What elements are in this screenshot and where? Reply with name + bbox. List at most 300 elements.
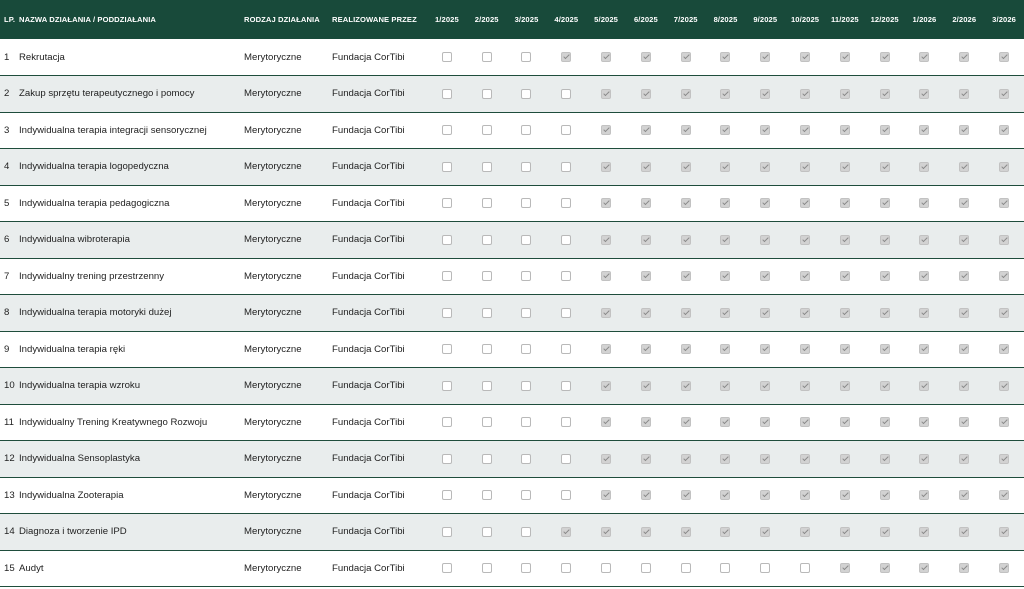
unchecked-checkbox[interactable] xyxy=(482,52,492,62)
checked-checkbox[interactable] xyxy=(959,125,969,135)
checked-checkbox[interactable] xyxy=(641,344,651,354)
unchecked-checkbox[interactable] xyxy=(482,454,492,464)
month-cell xyxy=(825,514,865,551)
unchecked-checkbox[interactable] xyxy=(442,527,452,537)
checked-checkbox[interactable] xyxy=(959,308,969,318)
checked-checkbox[interactable] xyxy=(999,381,1009,391)
unchecked-checkbox[interactable] xyxy=(561,235,571,245)
checked-checkbox[interactable] xyxy=(681,344,691,354)
checked-checkbox[interactable] xyxy=(720,381,730,391)
unchecked-checkbox[interactable] xyxy=(760,563,770,573)
unchecked-checkbox[interactable] xyxy=(442,381,452,391)
checked-checkbox[interactable] xyxy=(641,308,651,318)
checked-checkbox[interactable] xyxy=(800,490,810,500)
unchecked-checkbox[interactable] xyxy=(482,89,492,99)
checked-checkbox[interactable] xyxy=(840,344,850,354)
checked-checkbox[interactable] xyxy=(880,235,890,245)
row-name: Zakup sprzętu terapeutycznego i pomocy xyxy=(19,88,195,100)
checked-checkbox[interactable] xyxy=(601,162,611,172)
unchecked-checkbox[interactable] xyxy=(442,490,452,500)
unchecked-checkbox[interactable] xyxy=(482,417,492,427)
unchecked-checkbox[interactable] xyxy=(482,235,492,245)
checked-checkbox[interactable] xyxy=(800,52,810,62)
checked-checkbox[interactable] xyxy=(880,125,890,135)
checked-checkbox[interactable] xyxy=(641,490,651,500)
month-cell xyxy=(507,185,547,222)
checked-checkbox[interactable] xyxy=(919,454,929,464)
checked-checkbox[interactable] xyxy=(840,162,850,172)
checked-checkbox[interactable] xyxy=(601,125,611,135)
unchecked-checkbox[interactable] xyxy=(800,563,810,573)
unchecked-checkbox[interactable] xyxy=(521,308,531,318)
month-cell xyxy=(666,368,706,405)
checked-checkbox[interactable] xyxy=(999,308,1009,318)
unchecked-checkbox[interactable] xyxy=(442,89,452,99)
checked-checkbox[interactable] xyxy=(880,198,890,208)
checked-checkbox[interactable] xyxy=(919,125,929,135)
month-cell xyxy=(944,258,984,295)
checked-checkbox[interactable] xyxy=(999,417,1009,427)
checked-checkbox[interactable] xyxy=(800,344,810,354)
checked-checkbox[interactable] xyxy=(720,527,730,537)
checked-checkbox[interactable] xyxy=(641,235,651,245)
checked-checkbox[interactable] xyxy=(919,490,929,500)
unchecked-checkbox[interactable] xyxy=(681,563,691,573)
checked-checkbox[interactable] xyxy=(760,381,770,391)
checked-checkbox[interactable] xyxy=(760,527,770,537)
checked-checkbox[interactable] xyxy=(959,381,969,391)
month-cell xyxy=(785,441,825,478)
month-cell xyxy=(865,477,905,514)
checked-checkbox[interactable] xyxy=(919,344,929,354)
checked-checkbox[interactable] xyxy=(840,52,850,62)
checked-checkbox[interactable] xyxy=(840,235,850,245)
checked-checkbox[interactable] xyxy=(959,162,969,172)
checked-checkbox[interactable] xyxy=(720,89,730,99)
checked-checkbox[interactable] xyxy=(880,563,890,573)
checked-checkbox[interactable] xyxy=(601,235,611,245)
checked-checkbox[interactable] xyxy=(720,125,730,135)
unchecked-checkbox[interactable] xyxy=(521,125,531,135)
month-cell xyxy=(467,441,507,478)
checked-checkbox[interactable] xyxy=(561,527,571,537)
checked-checkbox[interactable] xyxy=(919,162,929,172)
unchecked-checkbox[interactable] xyxy=(482,490,492,500)
unchecked-checkbox[interactable] xyxy=(521,52,531,62)
unchecked-checkbox[interactable] xyxy=(720,563,730,573)
checked-checkbox[interactable] xyxy=(840,454,850,464)
month-cell xyxy=(745,550,785,587)
checked-checkbox[interactable] xyxy=(959,527,969,537)
unchecked-checkbox[interactable] xyxy=(561,490,571,500)
checked-checkbox[interactable] xyxy=(999,563,1009,573)
month-cell xyxy=(865,550,905,587)
checked-checkbox[interactable] xyxy=(800,198,810,208)
month-cell xyxy=(427,185,467,222)
checked-checkbox[interactable] xyxy=(919,381,929,391)
unchecked-checkbox[interactable] xyxy=(561,271,571,281)
row-type: Merytoryczne xyxy=(244,234,302,246)
month-cell xyxy=(626,331,666,368)
checked-checkbox[interactable] xyxy=(880,490,890,500)
unchecked-checkbox[interactable] xyxy=(521,271,531,281)
checked-checkbox[interactable] xyxy=(601,417,611,427)
checked-checkbox[interactable] xyxy=(601,381,611,391)
checked-checkbox[interactable] xyxy=(720,162,730,172)
checked-checkbox[interactable] xyxy=(919,235,929,245)
month-cell xyxy=(706,477,746,514)
unchecked-checkbox[interactable] xyxy=(561,344,571,354)
unchecked-checkbox[interactable] xyxy=(442,162,452,172)
checked-checkbox[interactable] xyxy=(601,89,611,99)
unchecked-checkbox[interactable] xyxy=(521,381,531,391)
month-cell xyxy=(825,222,865,259)
checked-checkbox[interactable] xyxy=(919,527,929,537)
unchecked-checkbox[interactable] xyxy=(482,198,492,208)
checked-checkbox[interactable] xyxy=(880,271,890,281)
checked-checkbox[interactable] xyxy=(641,162,651,172)
checked-checkbox[interactable] xyxy=(800,235,810,245)
unchecked-checkbox[interactable] xyxy=(442,344,452,354)
month-cell xyxy=(785,514,825,551)
checked-checkbox[interactable] xyxy=(959,198,969,208)
checked-checkbox[interactable] xyxy=(720,344,730,354)
checked-checkbox[interactable] xyxy=(919,89,929,99)
unchecked-checkbox[interactable] xyxy=(561,198,571,208)
unchecked-checkbox[interactable] xyxy=(442,125,452,135)
month-cell xyxy=(745,514,785,551)
unchecked-checkbox[interactable] xyxy=(561,417,571,427)
unchecked-checkbox[interactable] xyxy=(521,89,531,99)
checked-checkbox[interactable] xyxy=(999,454,1009,464)
month-cell xyxy=(507,76,547,113)
checked-checkbox[interactable] xyxy=(959,344,969,354)
month-cell xyxy=(427,295,467,332)
unchecked-checkbox[interactable] xyxy=(521,198,531,208)
month-cell xyxy=(586,404,626,441)
checked-checkbox[interactable] xyxy=(681,490,691,500)
month-cell xyxy=(905,331,945,368)
unchecked-checkbox[interactable] xyxy=(442,235,452,245)
checked-checkbox[interactable] xyxy=(800,162,810,172)
checked-checkbox[interactable] xyxy=(681,417,691,427)
checked-checkbox[interactable] xyxy=(760,271,770,281)
row-by: Fundacja CorTibi xyxy=(332,416,405,428)
unchecked-checkbox[interactable] xyxy=(641,563,651,573)
unchecked-checkbox[interactable] xyxy=(561,125,571,135)
checked-checkbox[interactable] xyxy=(681,125,691,135)
checked-checkbox[interactable] xyxy=(601,308,611,318)
unchecked-checkbox[interactable] xyxy=(561,563,571,573)
table-row xyxy=(0,258,1024,295)
checked-checkbox[interactable] xyxy=(880,417,890,427)
checked-checkbox[interactable] xyxy=(641,271,651,281)
checked-checkbox[interactable] xyxy=(840,527,850,537)
checked-checkbox[interactable] xyxy=(601,344,611,354)
table-row xyxy=(0,514,1024,551)
month-cell xyxy=(944,149,984,186)
unchecked-checkbox[interactable] xyxy=(561,162,571,172)
row-name: Rekrutacja xyxy=(19,51,65,63)
checked-checkbox[interactable] xyxy=(959,417,969,427)
unchecked-checkbox[interactable] xyxy=(561,454,571,464)
checked-checkbox[interactable] xyxy=(681,52,691,62)
unchecked-checkbox[interactable] xyxy=(521,162,531,172)
checked-checkbox[interactable] xyxy=(880,89,890,99)
unchecked-checkbox[interactable] xyxy=(521,235,531,245)
checked-checkbox[interactable] xyxy=(760,344,770,354)
unchecked-checkbox[interactable] xyxy=(521,490,531,500)
unchecked-checkbox[interactable] xyxy=(482,308,492,318)
header-month: 11/2025 xyxy=(831,15,859,24)
unchecked-checkbox[interactable] xyxy=(482,344,492,354)
checked-checkbox[interactable] xyxy=(681,271,691,281)
checked-checkbox[interactable] xyxy=(919,198,929,208)
checked-checkbox[interactable] xyxy=(760,417,770,427)
checked-checkbox[interactable] xyxy=(999,271,1009,281)
checked-checkbox[interactable] xyxy=(760,162,770,172)
checked-checkbox[interactable] xyxy=(641,89,651,99)
checked-checkbox[interactable] xyxy=(919,563,929,573)
table-row xyxy=(0,404,1024,441)
row-type: Merytoryczne xyxy=(244,197,302,209)
month-cell xyxy=(706,514,746,551)
row-lp: 5 xyxy=(4,197,10,209)
checked-checkbox[interactable] xyxy=(999,527,1009,537)
checked-checkbox[interactable] xyxy=(720,308,730,318)
checked-checkbox[interactable] xyxy=(601,490,611,500)
month-cell xyxy=(706,39,746,76)
checked-checkbox[interactable] xyxy=(561,52,571,62)
checked-checkbox[interactable] xyxy=(601,454,611,464)
unchecked-checkbox[interactable] xyxy=(482,162,492,172)
month-cell xyxy=(467,39,507,76)
month-cell xyxy=(905,550,945,587)
checked-checkbox[interactable] xyxy=(880,527,890,537)
checked-checkbox[interactable] xyxy=(919,308,929,318)
checked-checkbox[interactable] xyxy=(760,308,770,318)
month-cell xyxy=(825,149,865,186)
month-cell xyxy=(745,404,785,441)
checked-checkbox[interactable] xyxy=(999,344,1009,354)
checked-checkbox[interactable] xyxy=(760,235,770,245)
checked-checkbox[interactable] xyxy=(999,198,1009,208)
row-lp: 11 xyxy=(4,416,14,428)
month-cell xyxy=(427,514,467,551)
checked-checkbox[interactable] xyxy=(760,490,770,500)
month-cell xyxy=(825,258,865,295)
table-row xyxy=(0,368,1024,405)
checked-checkbox[interactable] xyxy=(601,52,611,62)
month-cell xyxy=(785,149,825,186)
checked-checkbox[interactable] xyxy=(840,563,850,573)
checked-checkbox[interactable] xyxy=(800,308,810,318)
month-cell xyxy=(984,149,1024,186)
unchecked-checkbox[interactable] xyxy=(482,271,492,281)
month-cell xyxy=(427,368,467,405)
checked-checkbox[interactable] xyxy=(681,198,691,208)
checked-checkbox[interactable] xyxy=(681,527,691,537)
checked-checkbox[interactable] xyxy=(681,381,691,391)
unchecked-checkbox[interactable] xyxy=(442,198,452,208)
month-cell xyxy=(586,331,626,368)
checked-checkbox[interactable] xyxy=(800,89,810,99)
checked-checkbox[interactable] xyxy=(919,52,929,62)
checked-checkbox[interactable] xyxy=(800,454,810,464)
checked-checkbox[interactable] xyxy=(720,454,730,464)
checked-checkbox[interactable] xyxy=(760,125,770,135)
checked-checkbox[interactable] xyxy=(959,490,969,500)
month-cell xyxy=(507,404,547,441)
row-by: Fundacja CorTibi xyxy=(332,51,405,63)
checked-checkbox[interactable] xyxy=(880,308,890,318)
unchecked-checkbox[interactable] xyxy=(482,563,492,573)
row-by: Fundacja CorTibi xyxy=(332,380,405,392)
checked-checkbox[interactable] xyxy=(641,381,651,391)
checked-checkbox[interactable] xyxy=(840,308,850,318)
checked-checkbox[interactable] xyxy=(840,89,850,99)
checked-checkbox[interactable] xyxy=(800,271,810,281)
checked-checkbox[interactable] xyxy=(601,271,611,281)
checked-checkbox[interactable] xyxy=(720,271,730,281)
unchecked-checkbox[interactable] xyxy=(561,89,571,99)
unchecked-checkbox[interactable] xyxy=(482,125,492,135)
checked-checkbox[interactable] xyxy=(919,417,929,427)
checked-checkbox[interactable] xyxy=(641,417,651,427)
header-month: 1/2026 xyxy=(912,15,937,24)
checked-checkbox[interactable] xyxy=(681,235,691,245)
checked-checkbox[interactable] xyxy=(959,89,969,99)
checked-checkbox[interactable] xyxy=(720,417,730,427)
row-by: Fundacja CorTibi xyxy=(332,197,405,209)
checked-checkbox[interactable] xyxy=(800,381,810,391)
checked-checkbox[interactable] xyxy=(880,162,890,172)
table-row xyxy=(0,39,1024,76)
row-type: Merytoryczne xyxy=(244,51,302,63)
checked-checkbox[interactable] xyxy=(720,490,730,500)
unchecked-checkbox[interactable] xyxy=(442,271,452,281)
checked-checkbox[interactable] xyxy=(601,527,611,537)
checked-checkbox[interactable] xyxy=(720,198,730,208)
unchecked-checkbox[interactable] xyxy=(601,563,611,573)
checked-checkbox[interactable] xyxy=(840,381,850,391)
unchecked-checkbox[interactable] xyxy=(521,527,531,537)
row-name: Indywidualny Trening Kreatywnego Rozwoju xyxy=(19,416,208,428)
checked-checkbox[interactable] xyxy=(641,454,651,464)
checked-checkbox[interactable] xyxy=(681,162,691,172)
row-name: Indywidualna terapia motoryki dużej xyxy=(19,307,172,319)
unchecked-checkbox[interactable] xyxy=(482,527,492,537)
unchecked-checkbox[interactable] xyxy=(442,454,452,464)
checked-checkbox[interactable] xyxy=(681,89,691,99)
unchecked-checkbox[interactable] xyxy=(521,344,531,354)
checked-checkbox[interactable] xyxy=(641,198,651,208)
checked-checkbox[interactable] xyxy=(641,527,651,537)
unchecked-checkbox[interactable] xyxy=(442,308,452,318)
checked-checkbox[interactable] xyxy=(959,454,969,464)
month-cell xyxy=(427,112,467,149)
month-cell xyxy=(586,477,626,514)
unchecked-checkbox[interactable] xyxy=(442,417,452,427)
checked-checkbox[interactable] xyxy=(959,271,969,281)
month-cell xyxy=(507,222,547,259)
month-cell xyxy=(944,368,984,405)
checked-checkbox[interactable] xyxy=(840,198,850,208)
checked-checkbox[interactable] xyxy=(641,52,651,62)
checked-checkbox[interactable] xyxy=(760,89,770,99)
checked-checkbox[interactable] xyxy=(800,125,810,135)
month-cell xyxy=(626,441,666,478)
checked-checkbox[interactable] xyxy=(840,271,850,281)
header-name: NAZWA DZIAŁANIA / PODDZIAŁANIA xyxy=(19,15,157,24)
row-lp: 7 xyxy=(4,270,10,282)
month-cell xyxy=(825,477,865,514)
row-name: Indywidualna Zooterapia xyxy=(19,489,124,501)
month-cell xyxy=(984,295,1024,332)
month-cell xyxy=(666,258,706,295)
month-cell xyxy=(546,477,586,514)
month-cell xyxy=(825,404,865,441)
checked-checkbox[interactable] xyxy=(919,271,929,281)
unchecked-checkbox[interactable] xyxy=(521,563,531,573)
row-by: Fundacja CorTibi xyxy=(332,161,405,173)
checked-checkbox[interactable] xyxy=(840,417,850,427)
unchecked-checkbox[interactable] xyxy=(561,381,571,391)
checked-checkbox[interactable] xyxy=(999,52,1009,62)
checked-checkbox[interactable] xyxy=(681,308,691,318)
month-cell xyxy=(467,149,507,186)
checked-checkbox[interactable] xyxy=(880,52,890,62)
checked-checkbox[interactable] xyxy=(840,490,850,500)
checked-checkbox[interactable] xyxy=(880,344,890,354)
row-type: Merytoryczne xyxy=(244,307,302,319)
checked-checkbox[interactable] xyxy=(880,381,890,391)
checked-checkbox[interactable] xyxy=(880,454,890,464)
unchecked-checkbox[interactable] xyxy=(442,563,452,573)
checked-checkbox[interactable] xyxy=(760,198,770,208)
checked-checkbox[interactable] xyxy=(641,125,651,135)
table-row xyxy=(0,76,1024,113)
checked-checkbox[interactable] xyxy=(720,235,730,245)
unchecked-checkbox[interactable] xyxy=(521,417,531,427)
checked-checkbox[interactable] xyxy=(681,454,691,464)
month-cell xyxy=(944,222,984,259)
checked-checkbox[interactable] xyxy=(999,162,1009,172)
checked-checkbox[interactable] xyxy=(760,454,770,464)
unchecked-checkbox[interactable] xyxy=(561,308,571,318)
checked-checkbox[interactable] xyxy=(720,52,730,62)
checked-checkbox[interactable] xyxy=(959,563,969,573)
row-lp: 3 xyxy=(4,124,10,136)
checked-checkbox[interactable] xyxy=(800,527,810,537)
row-by: Fundacja CorTibi xyxy=(332,270,405,282)
checked-checkbox[interactable] xyxy=(999,490,1009,500)
unchecked-checkbox[interactable] xyxy=(442,52,452,62)
checked-checkbox[interactable] xyxy=(601,198,611,208)
checked-checkbox[interactable] xyxy=(999,235,1009,245)
checked-checkbox[interactable] xyxy=(999,125,1009,135)
header-month: 3/2025 xyxy=(514,15,539,24)
checked-checkbox[interactable] xyxy=(959,235,969,245)
unchecked-checkbox[interactable] xyxy=(521,454,531,464)
checked-checkbox[interactable] xyxy=(959,52,969,62)
checked-checkbox[interactable] xyxy=(840,125,850,135)
row-by: Fundacja CorTibi xyxy=(332,234,405,246)
unchecked-checkbox[interactable] xyxy=(482,381,492,391)
checked-checkbox[interactable] xyxy=(760,52,770,62)
checked-checkbox[interactable] xyxy=(800,417,810,427)
checked-checkbox[interactable] xyxy=(999,89,1009,99)
